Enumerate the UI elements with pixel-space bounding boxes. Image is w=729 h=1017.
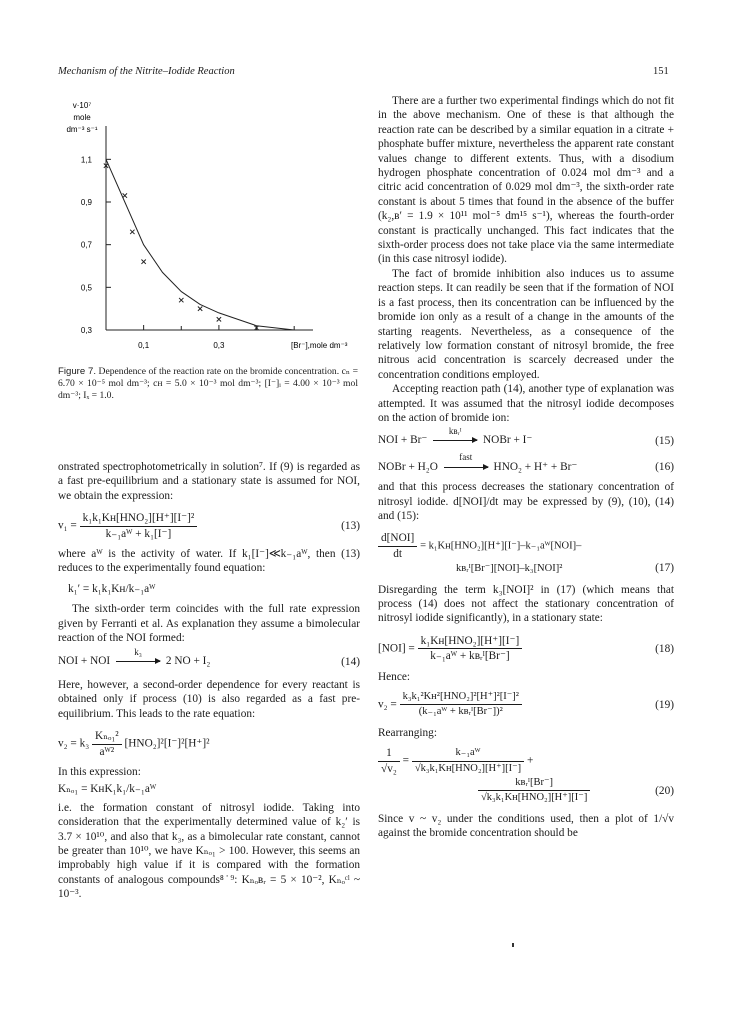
eq14-rhs: 2 NO + I₂: [165, 655, 211, 668]
eq19-numerator: k₃k₁²Kʜ²[HNO₂]²[H⁺]²[I⁻]²: [400, 690, 522, 705]
equation-v2: [58, 729, 360, 759]
data-point: [130, 230, 134, 234]
right-column: [378, 94, 674, 841]
eq17-denominator: dt: [393, 547, 403, 560]
eq15-arrow: [433, 425, 477, 441]
eq17-line2: [378, 561, 674, 576]
data-point: [179, 298, 183, 302]
equation-16: [378, 452, 674, 474]
eq20-lhs-denominator: √v₂: [381, 762, 397, 775]
eq13-lhs: v₁ =: [58, 519, 77, 532]
eq17-numerator: d[NOI]: [378, 531, 417, 546]
eq20-term2-numerator: kʙᵣᴵ[Br⁻]: [478, 776, 590, 791]
eq17-rhs-line1: = k₁Kʜ[HNO₂][H⁺][I⁻]–k₋₁aᵂ[NOI]–: [420, 540, 582, 552]
y-tick-label: 0,3: [80, 326, 92, 335]
eq19-number: (19): [655, 698, 674, 711]
right-paragraph-5: Disregarding the term k₃[NOI]² in (17) (which means that process (14) does not affect the stationary concentration of nitrosyl iodide significantly), in a stationary state:: [378, 583, 674, 625]
eq15-rhs: NOBr + I⁻: [483, 434, 533, 447]
ink-speck: [512, 943, 514, 947]
eq13-numerator: k₁k₁Kʜ[HNO₂][H⁺][I⁻]²: [80, 511, 198, 526]
eq20-equals: =: [402, 754, 409, 767]
left-paragraph-4: Here, however, a second-order dependence for every reactant is obtained only if process (10) is also regarded as a fast pre-equilibrium. This leads to the rate equation:: [58, 678, 360, 720]
eq-v2-fraction: [92, 729, 122, 759]
eq18-denominator: k₋₁aᵂ + kʙᵣᴵ[Br⁻]: [430, 650, 510, 663]
eq17-rhs-line2: kʙᵣᴵ[Br⁻][NOI]–k₃[NOI]²: [456, 563, 563, 575]
data-point: [123, 193, 127, 197]
figure-caption: [58, 366, 358, 401]
equation-knoi: [58, 782, 360, 796]
left-column: [58, 460, 360, 902]
data-point: [141, 260, 145, 264]
eq20-plus: +: [527, 754, 534, 767]
eq-k1prime-text: k₁′ = k₁k₁Kʜ/k₋₁aᵂ: [68, 582, 156, 595]
eq-v2-rhs: [HNO₂]²[I⁻]²[H⁺]²: [124, 737, 210, 750]
eq-v2-numerator: Kₙₒ₁²: [92, 729, 122, 744]
equation-19: [378, 690, 674, 720]
eq14-arrow: [116, 646, 160, 662]
equation-k1prime: [58, 582, 360, 596]
figure-label: Figure 7.: [58, 366, 96, 377]
left-paragraph-5: In this expression:: [58, 765, 141, 778]
eq14-number: (14): [341, 655, 360, 668]
y-tick-label: 0,9: [80, 198, 92, 207]
equation-17: [378, 531, 674, 576]
eq-knoi-text: Kₙₒ₁ = KʜK₁k₁/k₋₁aᵂ: [58, 783, 157, 796]
data-point: [198, 306, 202, 310]
page-number: 151: [653, 66, 669, 77]
eq15-lhs: NOI + Br⁻: [378, 434, 428, 447]
left-paragraph-3: The sixth-order term coincides with the full rate expression given by Ferranti et al. As explanation they assume a bimolecular reaction of the NOI formed:: [58, 603, 360, 645]
y-tick-label: 1,1: [80, 155, 92, 165]
left-paragraph-2: where aᵂ is the activity of water. If k₁[I⁻]≪k₋₁aᵂ, then (13) reduces to the experimentally found equation:: [58, 548, 360, 575]
y-axis-label-line: v·10⁷: [72, 101, 92, 110]
eq20-line1: [378, 746, 674, 776]
eq20-term2: [478, 776, 590, 806]
eq-v2-denominator: aᵂ²: [99, 745, 115, 758]
eq20-term1-numerator: k₋₁aᵂ: [412, 746, 524, 761]
eq-v2-lhs: v₂ = k₃: [58, 737, 90, 750]
equation-20: [378, 746, 674, 806]
eq17-number: (17): [655, 562, 674, 575]
data-point: [217, 317, 221, 321]
eq16-arrow: [444, 452, 488, 468]
left-paragraph-1: onstrated spectrophotometrically in solution⁷. If (9) is regarded as a fast pre-equilibrium and a stationary state is assumed for NOI, we obtain the expression:: [58, 461, 360, 502]
eq16-arrow-label: fast: [459, 452, 473, 463]
eq20-line2: [378, 776, 674, 806]
equation-13: [58, 511, 360, 541]
right-paragraph-3: Accepting reaction path (14), another type of explanation was attempted. It was assumed that the nitrosyl iodide decomposes on the action of bromide ion:: [378, 383, 674, 424]
eq20-lhs-numerator: 1: [378, 746, 400, 761]
eq13-number: (13): [341, 519, 360, 532]
y-tick-label: 0,7: [80, 240, 92, 250]
right-paragraph-4: and that this process decreases the stationary concentration of nitrosyl iodide. d[NOI]/dt may be expressed by (9), (10), (14) and (15):: [378, 481, 674, 522]
eq20-term2-denominator: √k₃k₁Kʜ[HNO₂][H⁺][I⁻]: [481, 792, 588, 804]
eq17-fraction: [378, 531, 417, 561]
x-tick-label: 0,3: [213, 341, 225, 350]
equation-15: [378, 425, 674, 447]
y-tick-label: 0,5: [80, 283, 92, 293]
left-paragraph-6: i.e. the formation constant of nitrosyl iodide. Taking into consideration that the experimentally determined value of k₂′ is 3.7 × 10¹⁰, and also that k₃, as a bimolecular rate constant, cannot be greater than 10¹⁰, we have Kₙₒ₁ > 100. However, this seems an improbably high value if it is compared with the formation constants of analogous compounds⁸˙⁹: Kₙₒʙᵣ = 5 × 10⁻², Kₙₒᶜˡ ~ 10⁻³.: [58, 801, 360, 901]
eq19-lhs: v₂ =: [378, 698, 397, 711]
figure-7-chart: [58, 98, 358, 360]
x-tick-label: 0,1: [138, 341, 150, 350]
right-paragraph-2: The fact of bromide inhibition also induces us to assume reaction steps. It can readily be seen that if the formation of NOI is a fast process, then its concentration can be influenced by the bromide ion only as a result of a change in the amounts of the starting reagents. Nevertheless, as a consequence of the relatively low formation constant of nitrosyl bromide, the free nitrous acid concentration is scarcely decreased under the concentration conditions employed.: [378, 267, 674, 381]
eq14-lhs: NOI + NOI: [58, 655, 111, 668]
running-title: Mechanism of the Nitrite–Iodide Reaction: [58, 66, 235, 77]
eq20-term1-denominator: √k₃k₁Kʜ[HNO₂][H⁺][I⁻]: [414, 762, 522, 774]
eq19-fraction: [400, 690, 522, 720]
eq15-number: (15): [655, 434, 674, 447]
eq18-fraction: [418, 634, 523, 664]
eq13-fraction: [80, 511, 198, 541]
x-axis-label: [Br⁻],mole dm⁻³: [291, 341, 348, 350]
eq18-number: (18): [655, 642, 674, 655]
right-paragraph-7: Rearranging:: [378, 726, 437, 739]
eq15-arrow-label: kʙᵣᴵ: [448, 425, 462, 436]
eq16-number: (16): [655, 460, 674, 473]
eq16-rhs: HNO₂ + H⁺ + Br⁻: [493, 460, 578, 473]
eq14-arrow-label: k₃: [134, 646, 142, 657]
right-paragraph-6: Hence:: [378, 670, 410, 683]
eq20-number: (20): [655, 784, 674, 797]
y-axis-label-line: mole: [73, 113, 91, 122]
eq18-numerator: k₁Kʜ[HNO₂][H⁺][I⁻]: [418, 634, 523, 649]
right-paragraph-8: Since v ~ v₂ under the conditions used, then a plot of 1/√v against the bromide concentration should be: [378, 812, 674, 840]
eq13-denominator: k₋₁aᵂ + k₁[I⁻]: [105, 527, 172, 540]
eq19-denominator: (k₋₁aᵂ + kʙᵣᴵ[Br⁻])²: [418, 706, 503, 718]
y-axis-label-line: dm⁻³ s⁻¹: [66, 125, 98, 134]
eq20-lhs-fraction: [378, 746, 400, 776]
equation-18: [378, 634, 674, 664]
eq20-term1: [412, 746, 524, 776]
eq18-lhs: [NOI] =: [378, 642, 415, 655]
right-paragraph-1: There are a further two experimental findings which do not fit in the above mechanism. One of these is that although the reaction rate can be described by a similar equation in a citrate + phosphate buffer mixture, nevertheless the apparent rate constant values change to different extents. Thus, with a disodium hydrogen phosphate concentration of 0.024 mol dm⁻³ and a citric acid concentration of 0.029 mol dm⁻³, the sixth-order rate constant is about 5 times that found in the absence of the buffer (k₂,ʙ′ = 1.9 × 10¹¹ mol⁻⁵ dm¹⁵ s⁻¹), whereas the fourth-order constant is practically unchanged. This fact indicates that the sixth-order process does not take place via the same intermediate (in this case nitrosyl iodide).: [378, 95, 674, 266]
figure-caption-text: Dependence of the reaction rate on the bromide concentration. cₙ = 6.70 × 10⁻⁵ mol dm⁻³; cʜ = 5.0 × 10⁻³ mol dm⁻³; [I⁻]ᵢ = 4.00 × 10⁻³ mol dm⁻³; Iₓ = 1.0.: [58, 366, 358, 401]
eq16-lhs: NOBr + H₂O: [378, 460, 438, 473]
equation-14: [58, 646, 360, 668]
fitted-curve: [106, 159, 294, 330]
